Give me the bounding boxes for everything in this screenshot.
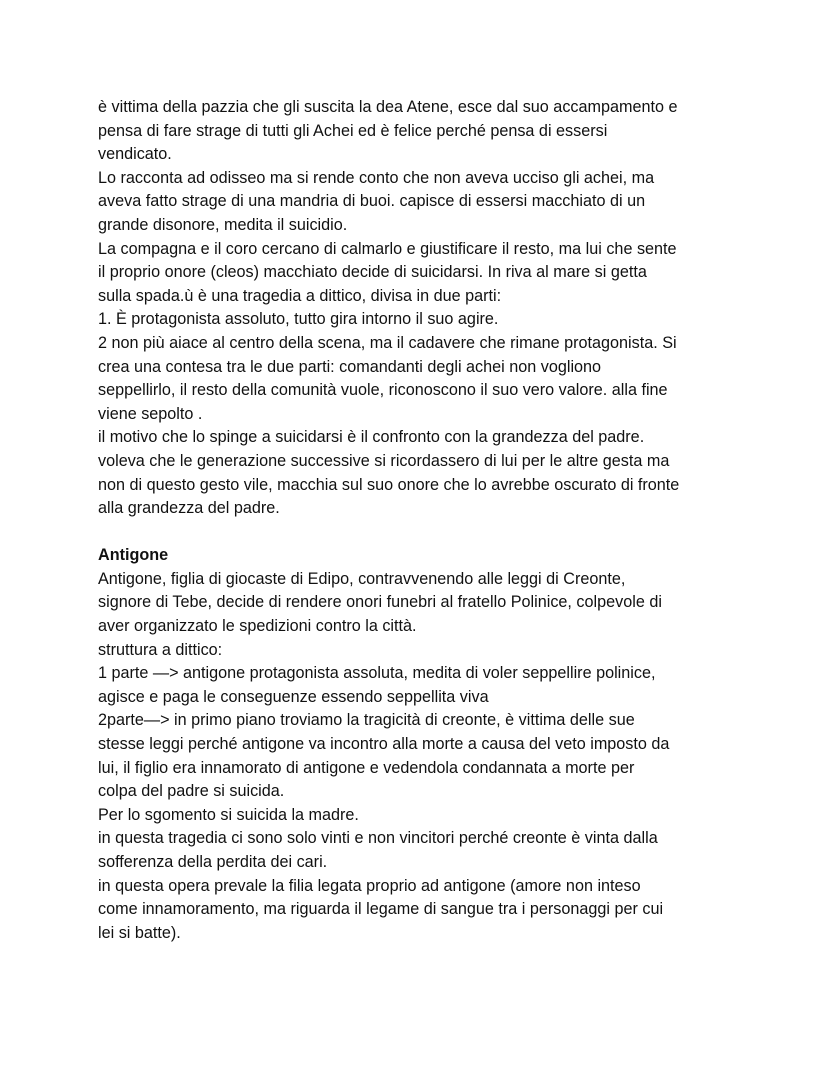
text-line: colpa del padre si suicida. — [98, 782, 285, 801]
text-line: agisce e paga le conseguenze essendo seppellita viva — [98, 687, 489, 706]
text-line: 2 non più aiace al centro della scena, ma il cadavere che rimane protagonista. Si — [98, 333, 677, 352]
text-line: il motivo che lo spinge a suicidarsi è il confronto con la grandezza del padre. — [98, 428, 645, 447]
text-line: viene sepolto . — [98, 404, 203, 423]
text-line: Lo racconta ad odisseo ma si rende conto che non aveva ucciso gli achei, ma — [98, 168, 655, 187]
text-line: lui, il figlio era innamorato di antigone e vedendola condannata a morte per — [98, 758, 635, 777]
text-line: lei si batte). — [98, 923, 181, 942]
text-line: 1. È protagonista assoluto, tutto gira intorno il suo agire. — [98, 310, 499, 329]
section-aiace — [98, 96, 748, 521]
text-line: seppellirlo, il resto della comunità vuole, riconoscono il suo vero valore. alla fine — [98, 381, 668, 400]
section-heading: Antigone — [98, 546, 169, 565]
document-page — [98, 96, 748, 945]
text-line: in questa opera prevale la filia legata proprio ad antigone (amore non inteso — [98, 876, 641, 895]
text-line: signore di Tebe, decide di rendere onori funebri al fratello Polinice, colpevole di — [98, 593, 662, 612]
text-line: non di questo gesto vile, macchia sul suo onore che lo avrebbe oscurato di fronte — [98, 475, 680, 494]
text-line: sulla spada.ù è una tragedia a dittico, divisa in due parti: — [98, 286, 502, 305]
text-line: come innamoramento, ma riguarda il legame di sangue tra i personaggi per cui — [98, 900, 664, 919]
text-line: grande disonore, medita il suicidio. — [98, 215, 348, 234]
text-line: Per lo sgomento si suicida la madre. — [98, 805, 359, 824]
text-line: è vittima della pazzia che gli suscita la dea Atene, esce dal suo accampamento e — [98, 98, 678, 116]
text-line: vendicato. — [98, 145, 172, 164]
text-line: aveva fatto strage di una mandria di buoi. capisce di essersi macchiato di un — [98, 192, 646, 211]
section-antigone — [98, 544, 748, 945]
text-line: voleva che le generazione successive si ricordassero di lui per le altre gesta ma — [98, 451, 670, 470]
text-line: Antigone, figlia di giocaste di Edipo, contravvenendo alle leggi di Creonte, — [98, 569, 626, 588]
text-line: il proprio onore (cleos) macchiato decide di suicidarsi. In riva al mare si getta — [98, 263, 647, 282]
text-line: aver organizzato le spedizioni contro la città. — [98, 617, 417, 636]
text-line: 1 parte —> antigone protagonista assoluta, medita di voler seppellire polinice, — [98, 664, 656, 683]
text-line: in questa tragedia ci sono solo vinti e non vincitori perché creonte è vinta dalla — [98, 829, 658, 848]
text-line: La compagna e il coro cercano di calmarlo e giustificare il resto, ma lui che sente — [98, 239, 677, 258]
text-line: alla grandezza del padre. — [98, 499, 280, 518]
text-line: 2parte—> in primo piano troviamo la tragicità di creonte, è vittima delle sue — [98, 711, 635, 730]
text-line: stesse leggi perché antigone va incontro alla morte a causa del veto imposto da — [98, 735, 670, 754]
paragraph-spacer — [98, 521, 748, 545]
text-line: pensa di fare strage di tutti gli Achei ed è felice perché pensa di essersi — [98, 121, 608, 140]
text-line: struttura a dittico: — [98, 640, 223, 659]
text-line: crea una contesa tra le due parti: comandanti degli achei non vogliono — [98, 357, 602, 376]
text-line: sofferenza della perdita dei cari. — [98, 853, 328, 871]
